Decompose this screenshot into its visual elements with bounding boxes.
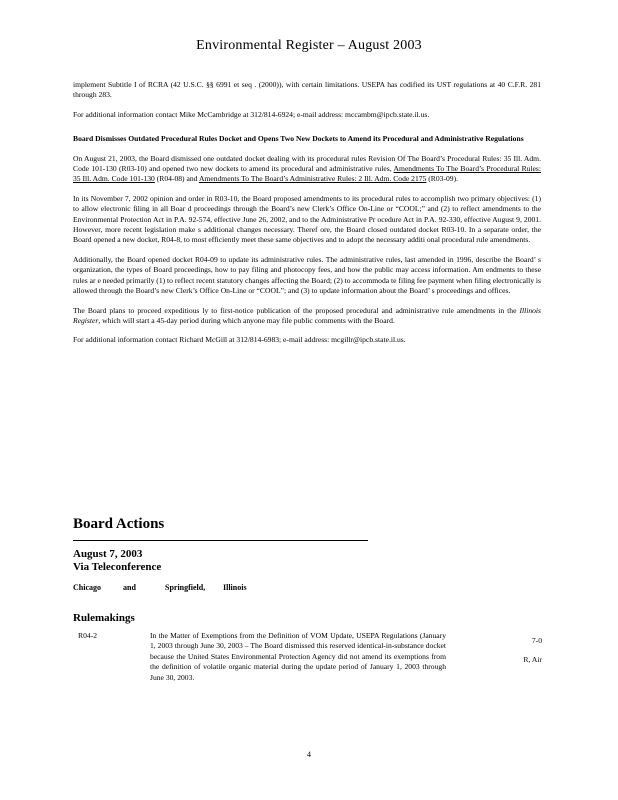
- case-vote: 7-0: [531, 636, 542, 645]
- section-heading-dismiss: Board Dismisses Outdated Procedural Rules Docket and Opens Two New Dockets to Amend its Procedural and Administrative Regulations: [73, 134, 524, 144]
- paragraph-dockets: [73, 154, 541, 185]
- paragraph-november-order: In its November 7, 2002 opinion and order in R03-10, the Board proposed amendments to its procedural rules to accomplish two primary objectives: (1) to allow electronic filing in all Boar d proceedings through the Board’s new Clerk’s Office On-Line or “COOL;” and (2) to reflect amendments to the Environmental Protection Act in P.A. 92-574, effective June 26, 2002, and to the Administrative Pr ocedure Act in P.A. 92-330, effective August 9, 2001. However, more recent legislation make s additional changes necessary. Theref ore, the Board closed outdated docket R03-10. In a separate order, the Board opened a new docket, R04-8, to most efficiently meet these same objectives and to adopt the necessary additi onal procedural rule amendments.: [73, 193, 541, 245]
- meeting-location: [73, 583, 253, 592]
- paragraph-administrative-rules: Additionally, the Board opened docket R04-09 to update its administrative rules. The administrative rules, last amended in 1996, describe the Board’ s organization, the types of Board proceedings, how to pay filing and photocopy fees, and how the public may access information. Am endments to these rules ar e needed primarily (1) to reflect recent statutory changes affecting the Board; (2) to accommoda te filing fee payment when filing electronically is allowed through the Board’s new Clerk’s Office On-Line or “COOL”; and (3) to update information about the Board’ s proceedings and offices.: [73, 254, 541, 296]
- paragraph-publication-text-a: The Board plans to proceed expeditious ly to first-notice publication of the proposed procedural and administrative rule amendments in the: [73, 305, 517, 315]
- paragraph-publication: [73, 306, 541, 327]
- case-description: In the Matter of Exemptions from the Definition of VOM Update, USEPA Regulations (January 1, 2003 through June 30, 2003 – The Board dismissed this reserved identical-in-substance docket because the United States Environmental Protection Agency did not amend its exemptions from the definition of volatile organic material during the update period of January 1, 2003 through June 30, 2003.: [150, 631, 446, 682]
- docket-link-administrative: Amendments To The Board’s Administrative Rules: 2 Ill. Adm. Code 2175: [198, 174, 427, 184]
- paragraph-dockets-text-b: (R04-08) and: [156, 174, 198, 184]
- meeting-date: August 7, 2003: [73, 548, 143, 560]
- case-docket-number: R04-2: [78, 631, 97, 640]
- paragraph-publication-text-b: , which will start a 45-day period during which anyone may file public comments with the Board.: [98, 315, 395, 325]
- case-type: R, Air: [523, 655, 542, 664]
- heading-divider: [73, 540, 368, 541]
- paragraph-dockets-text-c: (R03-09).: [428, 174, 459, 184]
- rulemakings-heading: Rulemakings: [73, 612, 135, 624]
- illinois-register-title: Illinois Register: [73, 305, 541, 325]
- docket-link-procedural: Amendments To The Board’s Procedural Rules: 35 Ill. Adm. Code 101-130: [73, 164, 541, 184]
- location-city-1: Chicago: [73, 583, 101, 592]
- paragraph-contact-mccambridge: For additional information contact Mike McCambridge at 312/814-6924; e-mail address: mccambm@ipcb.state.il.us.: [73, 109, 430, 119]
- case-meta: [520, 631, 542, 669]
- location-state: Illinois: [223, 583, 247, 592]
- paragraph-dockets-text-a: On August 21, 2003, the Board dismissed one outdated docket dealing with its procedural rules Revision Of The Board’s Procedural Rules: 35 Ill. Adm. Code 101-130 (R03-10) and opened two new dockets to amend its procedural and administrative rules,: [73, 153, 541, 174]
- page-header: Environmental Register – August 2003: [196, 38, 422, 53]
- page-number: 4: [307, 750, 311, 759]
- paragraph-rcra: implement Subtitle I of RCRA (42 U.S.C. §§ 6991 et seq . (2000)), with certain limitations. USEPA has codified its UST regulations at 40 C.F.R. 281 through 283.: [73, 80, 541, 100]
- location-and: and: [123, 583, 136, 592]
- body-text-top: [73, 80, 541, 355]
- paragraph-contact-mcgill: For additional information contact Richard McGill at 312/814-6983; e-mail address: mcgillr@ipcb.state.il.us.: [73, 335, 406, 345]
- meeting-info: [73, 548, 161, 574]
- location-city-2: Springfield,: [165, 583, 206, 592]
- meeting-via: Via Teleconference: [73, 561, 162, 573]
- board-actions-heading: Board Actions: [73, 516, 165, 532]
